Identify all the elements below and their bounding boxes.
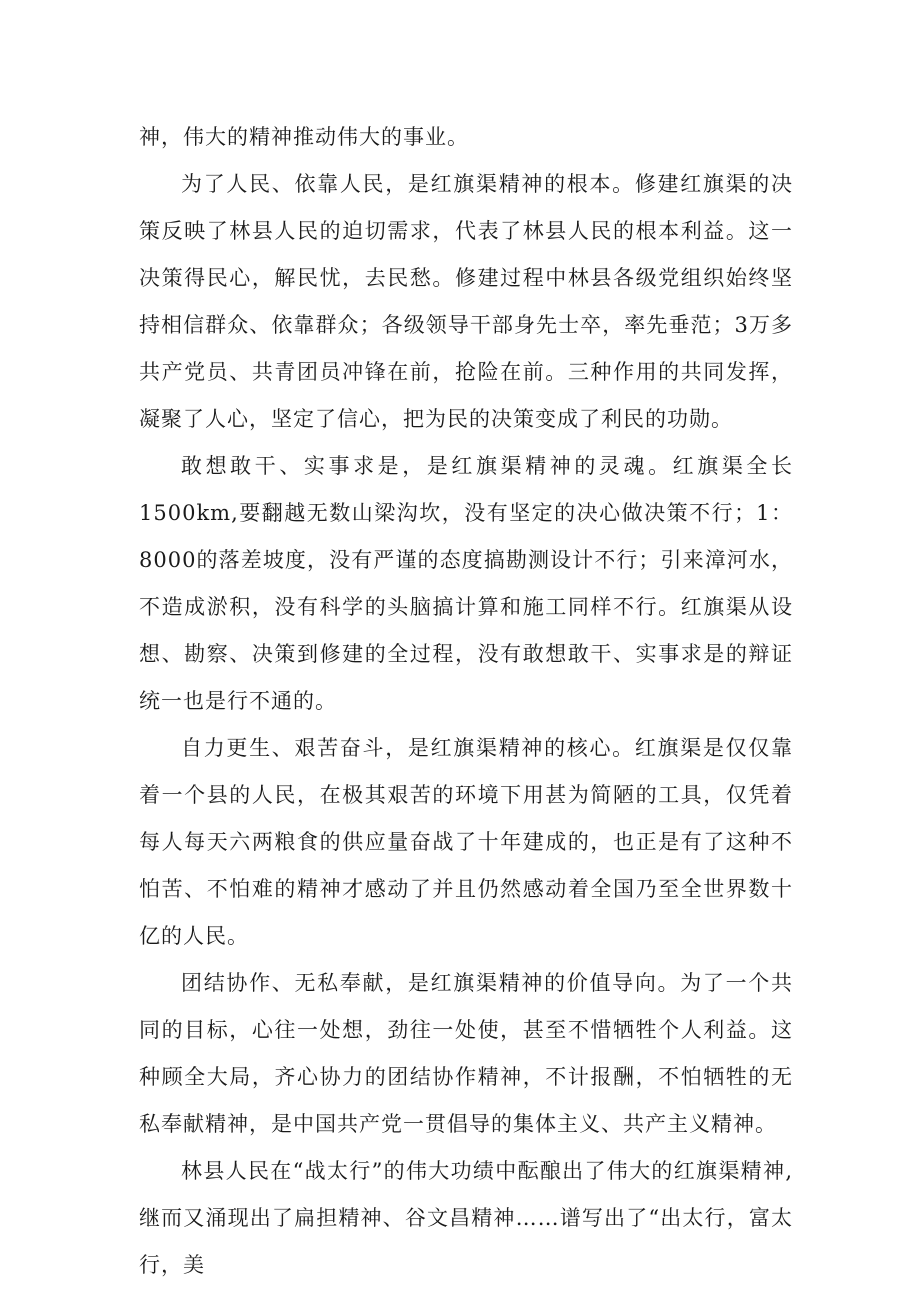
paragraph-core: 自力更生、艰苦奋斗，是红旗渠精神的核心。红旗渠是仅仅靠着一个县的人民，在极其艰苦的环境下用甚为简陋的工具，仅凭着每人每天六两粮食的供应量奋战了十年建成的，也正是有了这种不怕苦、不怕难的精神才感动了并且仍然感动着全国乃至全世界数十亿的人民。	[139, 736, 793, 948]
paragraph-soul: 敢想敢干、实事求是，是红旗渠精神的灵魂。红旗渠全长1500km,要翻越无数山梁沟坎，没有坚定的决心做决策不行；1：8000的落差坡度，没有严谨的态度搞勘测设计不行；引来漳河水，不造成淤积，没有科学的头脑搞计算和施工同样不行。红旗渠从设想、勘察、决策到修建的全过程，没有敢想敢干、实事求是的辩证统一也是行不通的。	[139, 454, 793, 713]
paragraph-continued: 神，伟大的精神推动伟大的事业。	[139, 125, 469, 149]
paragraph-fundamental: 为了人民、依靠人民，是红旗渠精神的根本。修建红旗渠的决策反映了林县人民的迫切需求，代表了林县人民的根本利益。这一决策得民心，解民忧，去民愁。修建过程中林县各级党组织始终坚持相信群众、依靠群众；各级领导干部身先士卒，率先垂范；3万多共产党员、共青团员冲锋在前，抢险在前。三种作用的共同发挥，凝聚了人心，坚定了信心，把为民的决策变成了利民的功勋。	[139, 172, 793, 431]
body-text	[139, 114, 793, 1289]
paragraph-values: 团结协作、无私奉献，是红旗渠精神的价值导向。为了一个共同的目标，心往一处想，劲往一处使，甚至不惜牺牲个人利益。这种顾全大局，齐心协力的团结协作精神，不计报酬，不怕牺牲的无私奉献精神，是中国共产党一贯倡导的集体主义、共产主义精神。	[139, 971, 793, 1136]
paragraph-legacy: 林县人民在“战太行”的伟大功绩中酝酿出了伟大的红旗渠精神,继而又涌现出了扁担精神、谷文昌精神……谱写出了“出太行，富太行，美	[139, 1159, 793, 1277]
